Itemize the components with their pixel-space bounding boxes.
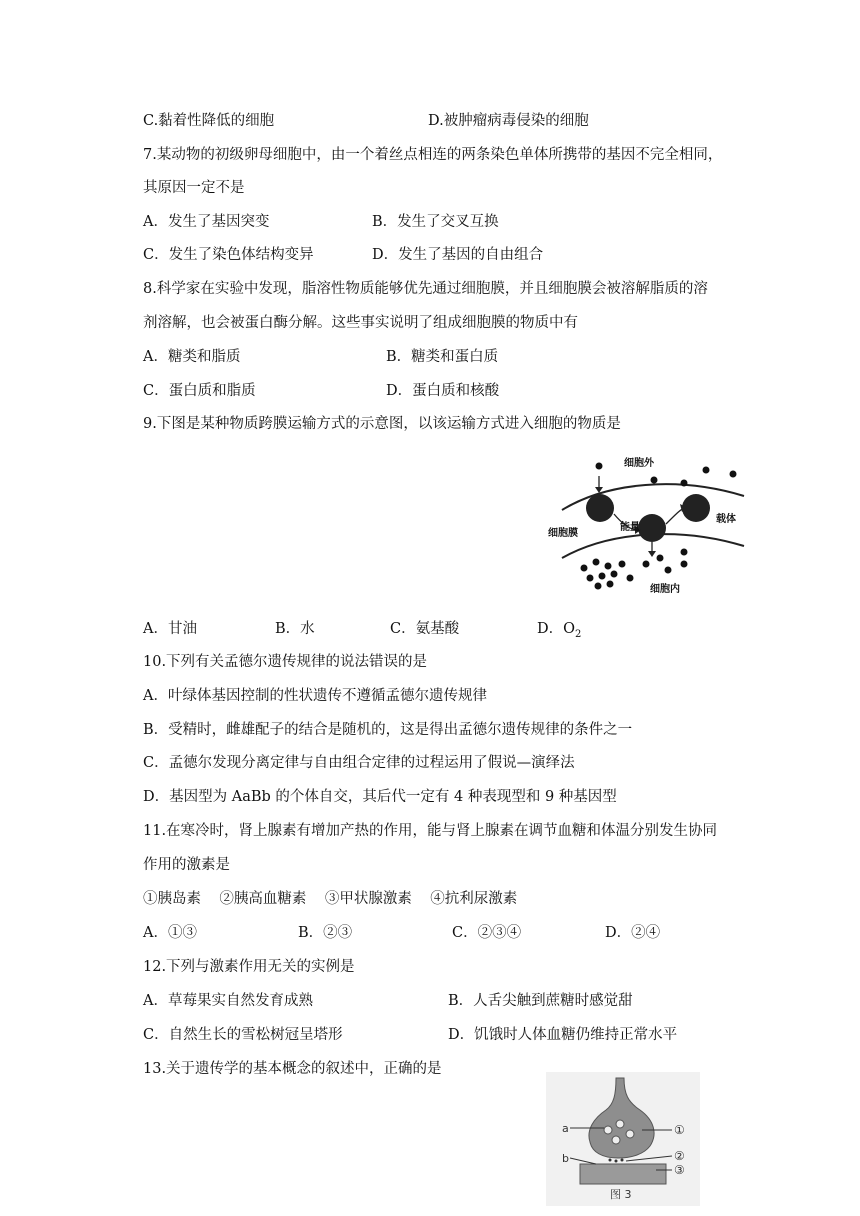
q10-option-b: B．受精时，雌雄配子的结合是随机的，这是得出孟德尔遗传规律的条件之一 bbox=[143, 722, 633, 738]
molecule bbox=[643, 561, 650, 568]
neurotransmitter bbox=[621, 1159, 624, 1162]
q7-option-a: A．发生了基因突变 bbox=[143, 214, 270, 230]
label-a: a bbox=[562, 1122, 569, 1135]
marker-1: ① bbox=[674, 1123, 685, 1137]
q13-stem: 13.关于遗传学的基本概念的叙述中，正确的是 bbox=[143, 1061, 442, 1077]
synaptic-vesicle bbox=[616, 1120, 624, 1128]
molecule bbox=[595, 583, 602, 590]
q8-option-d: D．蛋白质和核酸 bbox=[386, 383, 500, 399]
q9-option-a: A．甘油 bbox=[143, 621, 197, 637]
q10-option-c: C．孟德尔发现分离定律与自由组合定律的过程运用了假说—演绎法 bbox=[143, 755, 575, 771]
molecule bbox=[605, 563, 612, 570]
q8-stem-line1: 8.科学家在实验中发现，脂溶性物质能够优先通过细胞膜，并且细胞膜会被溶解脂质的溶 bbox=[143, 281, 708, 297]
label-carrier: 载体 bbox=[716, 514, 736, 525]
q12-option-d: D．饥饿时人体血糖仍维持正常水平 bbox=[448, 1027, 678, 1043]
q12-option-c: C．自然生长的雪松树冠呈塔形 bbox=[143, 1027, 343, 1043]
q11-option-c: C．②③④ bbox=[452, 925, 522, 941]
neurotransmitter bbox=[609, 1159, 612, 1162]
label-inside: 细胞内 bbox=[650, 584, 680, 595]
q9-option-b: B．水 bbox=[275, 621, 315, 637]
q11-option-d: D．②④ bbox=[605, 925, 661, 941]
marker-3: ③ bbox=[674, 1163, 685, 1177]
q9-option-c: C．氨基酸 bbox=[390, 621, 460, 637]
molecule bbox=[587, 575, 594, 582]
q8-stem-line2: 剂溶解，也会被蛋白酶分解。这些事实说明了组成细胞膜的物质中有 bbox=[143, 315, 578, 331]
q11-option-a: A．①③ bbox=[143, 925, 197, 941]
q11-stem-line2: 作用的激素是 bbox=[143, 857, 230, 873]
q10-option-a: A．叶绿体基因控制的性状遗传不遵循孟德尔遗传规律 bbox=[143, 688, 487, 704]
marker-2: ② bbox=[674, 1149, 685, 1163]
q9-option-d-text: D．O bbox=[537, 621, 576, 637]
q11-stem-line1: 11.在寒冷时，肾上腺素有增加产热的作用，能与肾上腺素在调节血糖和体温分别发生协同 bbox=[143, 823, 718, 839]
q12-option-b: B．人舌尖触到蔗糖时感觉甜 bbox=[448, 993, 633, 1009]
q8-option-a: A．糖类和脂质 bbox=[143, 349, 241, 365]
carrier-middle bbox=[638, 514, 666, 542]
synaptic-vesicle bbox=[612, 1136, 620, 1144]
q11-option-b: B．②③ bbox=[298, 925, 353, 941]
carrier-return-arrow bbox=[666, 508, 684, 524]
molecule bbox=[599, 573, 606, 580]
q13-synapse-figure bbox=[546, 1072, 700, 1206]
q8-option-b: B．糖类和蛋白质 bbox=[386, 349, 499, 365]
q9-option-d-subscript: 2 bbox=[575, 628, 582, 640]
q10-stem: 10.下列有关孟德尔遗传规律的说法错误的是 bbox=[143, 654, 428, 670]
molecule bbox=[651, 477, 658, 484]
label-b: b bbox=[562, 1152, 569, 1165]
q7-option-d: D．发生了基因的自由组合 bbox=[372, 247, 544, 263]
synaptic-vesicle bbox=[604, 1126, 612, 1134]
q9-option-d bbox=[537, 619, 581, 645]
label-energy: 能量 bbox=[620, 522, 640, 533]
label-outside: 细胞外 bbox=[624, 458, 654, 469]
label-membrane: 细胞膜 bbox=[548, 528, 578, 539]
q12-option-a: A．草莓果实自然发育成熟 bbox=[143, 993, 313, 1009]
molecule bbox=[681, 561, 688, 568]
q6-option-d: D.被肿瘤病毒侵染的细胞 bbox=[428, 113, 589, 129]
postsynaptic-membrane bbox=[580, 1164, 666, 1184]
q9-membrane-transport-figure bbox=[538, 450, 750, 602]
q7-option-c: C．发生了染色体结构变异 bbox=[143, 247, 314, 263]
molecule bbox=[730, 471, 737, 478]
q7-stem-line2: 其原因一定不是 bbox=[143, 180, 245, 196]
molecule bbox=[627, 575, 634, 582]
q10-option-d: D．基因型为 AaBb 的个体自交，其后代一定有 4 种表现型和 9 种基因型 bbox=[143, 789, 617, 805]
molecule bbox=[665, 567, 672, 574]
q12-stem: 12.下列与激素作用无关的实例是 bbox=[143, 959, 355, 975]
q7-option-b: B．发生了交叉互换 bbox=[372, 214, 499, 230]
synaptic-vesicle bbox=[626, 1130, 634, 1138]
molecule bbox=[607, 581, 614, 588]
molecule bbox=[681, 480, 688, 487]
q11-hormone-items: ①胰岛素 ②胰高血糖素 ③甲状腺激素 ④抗利尿激素 bbox=[143, 891, 518, 907]
molecule bbox=[581, 565, 588, 572]
q6-option-c: C.黏着性降低的细胞 bbox=[143, 113, 275, 129]
molecule bbox=[703, 467, 710, 474]
molecule bbox=[657, 555, 664, 562]
carrier-right bbox=[682, 494, 710, 522]
neurotransmitter bbox=[615, 1160, 618, 1163]
molecule bbox=[619, 561, 626, 568]
molecule bbox=[611, 571, 618, 578]
molecule bbox=[593, 559, 600, 566]
carrier-left bbox=[586, 494, 614, 522]
q8-option-c: C．蛋白质和脂质 bbox=[143, 383, 256, 399]
molecule bbox=[681, 549, 688, 556]
figure-caption: 图 3 bbox=[610, 1188, 632, 1201]
molecule bbox=[596, 463, 603, 470]
q9-stem: 9.下图是某种物质跨膜运输方式的示意图，以该运输方式进入细胞的物质是 bbox=[143, 416, 621, 432]
q7-stem-line1: 7.某动物的初级卵母细胞中，由一个着丝点相连的两条染色单体所携带的基因不完全相同， bbox=[143, 147, 723, 163]
